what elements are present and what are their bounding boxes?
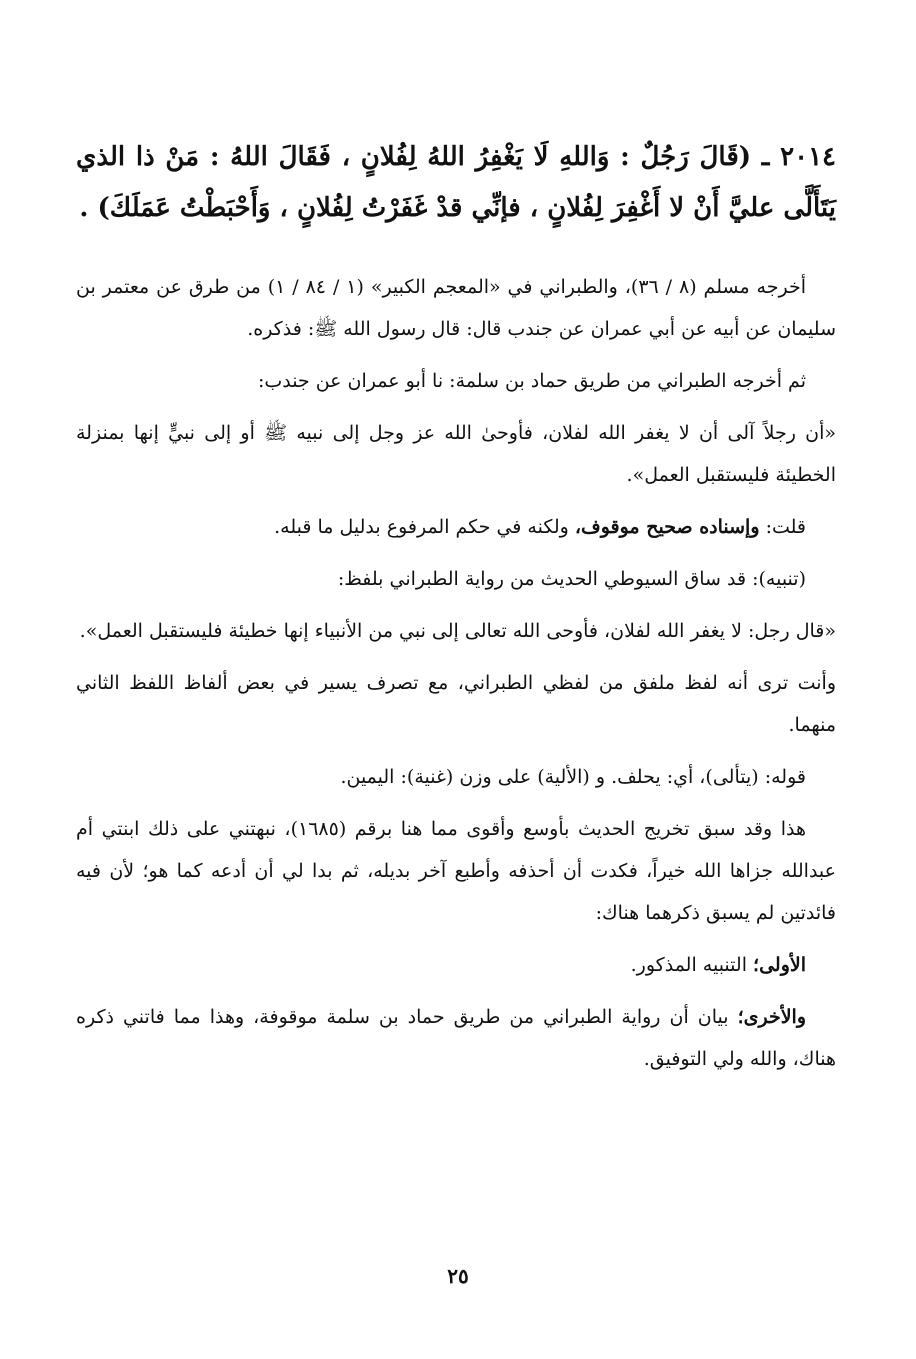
paragraph-observation: وأنت ترى أنه لفظ ملفق من لفظي الطبراني، مع تصرف يسير في بعض ألفاظ اللفظ الثاني منهما. [76, 672, 836, 736]
paragraph-previous-reference: هذا وقد سبق تخريج الحديث بأوسع وأقوى مما هنا برقم (١٦٨٥)، نبهتني على ذلك ابنتي أم عبدالله جزاها الله خيراً، فكدت أن أحذفه وأطبع آخر بديله، ثم بدا لي أن أدعه كما هو؛ لأن فيه فائدتين لم يسبق ذكرهما هناك: [76, 818, 836, 924]
paragraph-tabarani-route: ثم أخرجه الطبراني من طريق حماد بن سلمة: نا أبو عمران عن جندب: [257, 370, 806, 392]
commentary-body [76, 266, 836, 1090]
paragraph-vocabulary: قوله: (يتألى)، أي: يحلف. و (الألية) على وزن (غنية): اليمين. [340, 766, 806, 788]
second-benefit-text: بيان أن رواية الطبراني من طريق حماد بن سلمة موقوفة، وهذا مما فاتني ذكره هناك، والله ولي التوفيق. [76, 1006, 836, 1070]
first-benefit-text: التنبيه المذكور. [630, 954, 747, 976]
first-benefit-label: الأولى؛ [753, 954, 806, 976]
verdict-bold: وإسناده صحيح موقوف، [574, 516, 760, 538]
page-number: ٢٥ [447, 1264, 469, 1288]
paragraph-suyuti-quote: «قال رجل: لا يغفر الله لفلان، فأوحى الله تعالى إلى نبي من الأنبياء إنها خطيئة فليستقبل العمل». [79, 620, 836, 642]
verdict-lead: قلت: [765, 516, 806, 538]
verdict-text: ولكنه في حكم المرفوع بدليل ما قبله. [274, 516, 569, 538]
hadith-heading: ٢٠١٤ ـ (قَالَ رَجُلٌ : وَاللهِ لَا يَغْفِرُ اللهُ لِفُلانٍ ، فَقَالَ اللهُ : مَنْ ذا الذي يَتَأَلَّى عليَّ أَنْ لا أَغْفِرَ لِفُلانٍ ، فإنِّي قدْ غَفَرْتُ لِفُلانٍ ، وَأَحْبَطْتُ عَمَلَكَ) . [76, 142, 836, 223]
paragraph-verdict [76, 506, 836, 548]
second-benefit-label: والأخرى؛ [737, 1006, 806, 1028]
paragraph-second-benefit [76, 996, 836, 1080]
paragraph-note: (تنبيه): قد ساق السيوطي الحديث من رواية الطبراني بلفظ: [337, 568, 806, 590]
paragraph-first-benefit [76, 944, 836, 986]
paragraph-takhrij: أخرجه مسلم (٨ / ٣٦)، والطبراني في «المعجم الكبير» (١ / ٨٤ / ١) من طرق عن معتمر بن سليمان عن أبيه عن أبي عمران عن جندب قال: قال رسول الله ﷺ: فذكره. [76, 276, 836, 340]
paragraph-quoted-text: «أن رجلاً آلى أن لا يغفر الله لفلان، فأوحىٰ الله عز وجل إلى نبيه ﷺ أو إلى نبيٍّ إنها بمنزلة الخطيئة فليستقبل العمل». [76, 422, 836, 486]
